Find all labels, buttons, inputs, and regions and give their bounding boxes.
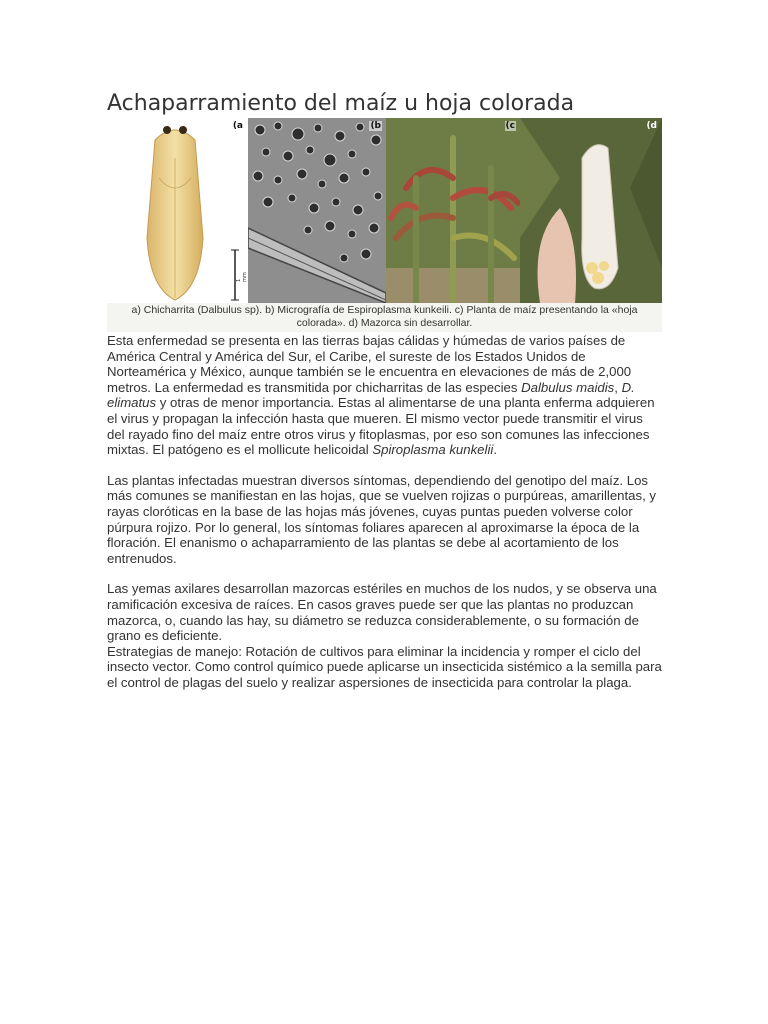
corn-cob-photo xyxy=(520,118,662,303)
panel-tag-a: (a xyxy=(232,121,243,131)
figure xyxy=(107,118,662,332)
document-page xyxy=(107,90,663,690)
scale-bar-label: 1 mm xyxy=(236,272,248,282)
corn-plant-illustration xyxy=(386,118,520,303)
panel-tag-c: (c xyxy=(505,121,515,131)
corn-plant-photo xyxy=(386,118,520,303)
paragraph-intro xyxy=(107,333,663,458)
paragraph-intro-text-4: . xyxy=(493,442,497,458)
paragraph-intro-text-2: , xyxy=(614,379,622,395)
pathogen-name: Spiroplasma kunkelii xyxy=(372,442,494,458)
page-title: Achaparramiento del maíz u hoja colorada xyxy=(107,91,575,116)
micrograph-photo xyxy=(248,118,386,303)
panel-tag-d: (d xyxy=(646,121,657,131)
figure-photos xyxy=(107,118,662,303)
leafhopper-photo xyxy=(107,118,248,303)
leafhopper-illustration xyxy=(107,118,248,303)
paragraph-intro-text-1: Esta enfermedad se presenta en las tierras bajas cálidas y húmedas de varios países de América Central y América del Sur, el Caribe, el sureste de los Estados Unidos de Norteamérica y México, aunque también se le encuentra en elevaciones de más de 2,000 metros. La enfermedad es transmitida por chicharritas de las especies xyxy=(107,333,632,395)
paragraph-symptoms: Las plantas infectadas muestran diversos síntomas, dependiendo del genotipo del maíz. Los más comunes se manifiestan en las hojas, que se vuelven rojizas o purpúreas, amarillentas, y rayas cloróticas en la base de las hojas más jóvenes, cuyas puntas pueden volverse color púrpura rojizo. Por lo general, los síntomas foliares aparecen al aproximarse la época de la floración. El enanismo o achaparramiento de las plantas se debe al acortamiento de los entrenudos. xyxy=(107,472,657,566)
species-name: D. elimatus xyxy=(107,379,635,411)
panel-tag-b: (b xyxy=(370,121,381,131)
corn-cob-illustration xyxy=(520,118,662,303)
species-name: Dalbulus maidis xyxy=(521,379,615,395)
article-body xyxy=(107,333,663,690)
figure-caption: a) Chicharrita (Dalbulus sp). b) Micrografía de Espiroplasma kunkeili. c) Planta de maíz presentando la «hoja colorada». d) Mazorca sin desarrollar. xyxy=(131,304,638,329)
paragraph-management: Estrategias de manejo: Rotación de cultivos para eliminar la incidencia y romper el ciclo del insecto vector. Como control químico puede aplicarse un insecticida sistémico a la semilla para el control de plagas del suelo y realizar aspersiones de insecticida para controlar la plaga. xyxy=(107,643,662,690)
paragraph-intro-text-3: y otras de menor importancia. Estas al alimentarse de una planta enferma adquieren el virus y propagan la infección hasta que mueren. El mismo vector puede transmitir el virus del rayado fino del maíz entre otros virus y fitoplasmas, por eso son comunes las infecciones mixtas. El patógeno es el mollicute helicoidal xyxy=(107,395,655,458)
micrograph-illustration xyxy=(248,118,386,303)
paragraph-axillary-buds: Las yemas axilares desarrollan mazorcas estériles en muchos de los nudos, y se observa una ramificación excesiva de raíces. En casos graves puede ser que las plantas no produzcan mazorca, o, cuando las hay, su diámetro se reduzca considerablemente, o su formación de grano es deficiente. xyxy=(107,581,657,644)
